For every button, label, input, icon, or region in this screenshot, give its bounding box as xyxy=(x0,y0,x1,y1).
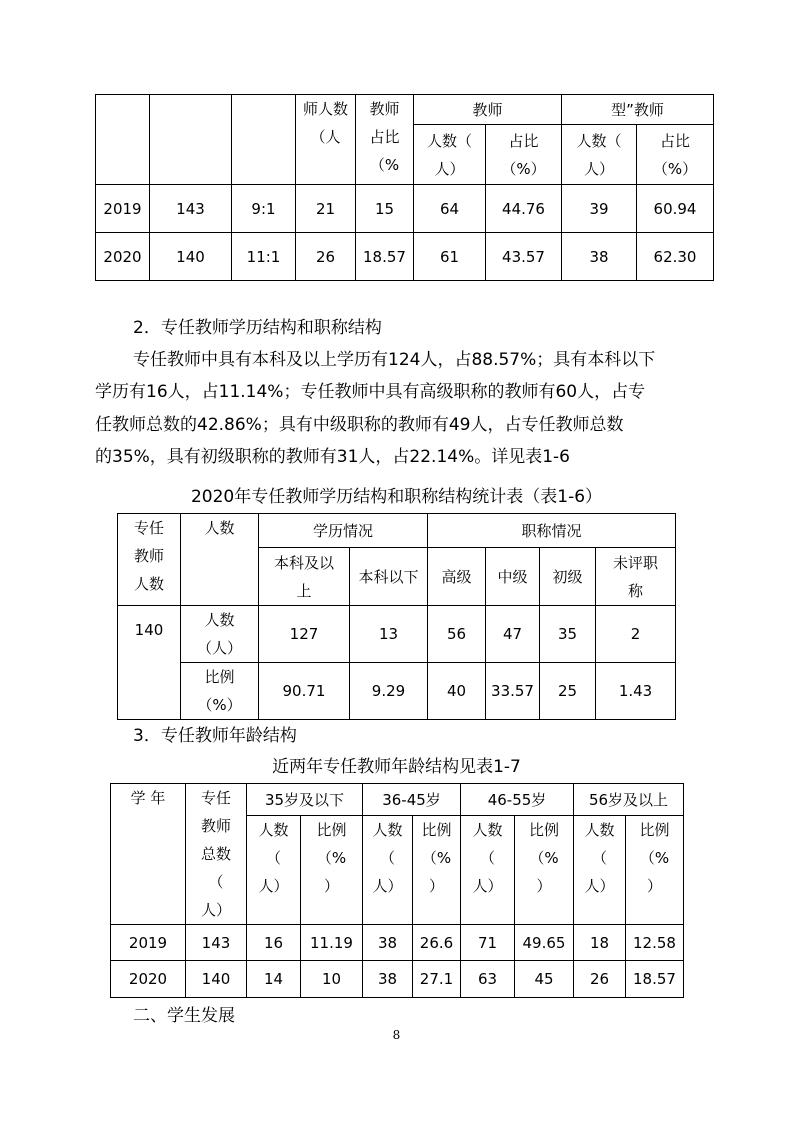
table-cell: 35 xyxy=(540,606,596,663)
header-cell: 人数 （ 人） xyxy=(574,816,626,925)
table-cell: 38 xyxy=(363,961,413,998)
education-title-table xyxy=(117,513,676,720)
header-cell: 56岁及以上 xyxy=(574,784,684,816)
table-cell: 47 xyxy=(486,606,540,663)
table-cell: 18 xyxy=(574,925,626,961)
table-cell: 49.65 xyxy=(515,925,574,961)
header-cell: 专任 教师 人数 xyxy=(118,514,181,606)
table-cell: 18.57 xyxy=(356,233,414,281)
table-cell: 26 xyxy=(296,233,356,281)
table-cell: 127 xyxy=(259,606,350,663)
table-cell: 12.58 xyxy=(626,925,684,961)
section-heading: 2．专任教师学历结构和职称结构 xyxy=(133,318,382,338)
paragraph-line: 的35%，具有初级职称的教师有31人，占22.14%。详见表1-6 xyxy=(95,447,571,467)
table-cell: 64 xyxy=(414,185,486,233)
section-heading: 二、学生发展 xyxy=(133,1006,235,1026)
table-cell: 60.94 xyxy=(637,185,714,233)
section-heading: 3．专任教师年龄结构 xyxy=(133,726,297,746)
table-cell: 27.1 xyxy=(413,961,461,998)
table-cell: 143 xyxy=(186,925,247,961)
header-cell: 人数（ 人） xyxy=(414,125,486,185)
paragraph-line: 专任教师中具有本科及以上学历有124人，占88.57%；具有本科以下 xyxy=(133,350,656,370)
table-row xyxy=(118,606,676,663)
header-cell: 人数 xyxy=(181,514,259,606)
header-cell: 中级 xyxy=(486,548,540,606)
header-cell: 教师 xyxy=(414,95,562,125)
table-cell: 比例 （%） xyxy=(181,663,259,720)
header-cell xyxy=(232,95,296,185)
table-cell: 45 xyxy=(515,961,574,998)
table-cell: 26.6 xyxy=(413,925,461,961)
header-cell: 教师 占比 （% xyxy=(356,95,414,185)
header-cell: 比例 （% ） xyxy=(413,816,461,925)
table-cell: 38 xyxy=(562,233,637,281)
table-cell: 2019 xyxy=(111,925,186,961)
table-cell: 26 xyxy=(574,961,626,998)
header-cell xyxy=(150,95,232,185)
header-cell: 人数 （ 人） xyxy=(247,816,301,925)
table-cell: 9:1 xyxy=(232,185,296,233)
table-cell: 71 xyxy=(461,925,515,961)
header-cell: 46-55岁 xyxy=(461,784,574,816)
table-cell: 2020 xyxy=(96,233,150,281)
table-cell: 143 xyxy=(150,185,232,233)
table-cell: 2020 xyxy=(111,961,186,998)
header-cell: 比例 （% ） xyxy=(515,816,574,925)
header-cell: 型”教师 xyxy=(562,95,714,125)
table-cell: 62.30 xyxy=(637,233,714,281)
table-cell: 18.57 xyxy=(626,961,684,998)
header-cell: 人数（ 人） xyxy=(562,125,637,185)
paragraph-line: 学历有16人，占11.14%；专任教师中具有高级职称的教师有60人，占专 xyxy=(95,382,646,402)
table-cell: 2019 xyxy=(96,185,150,233)
table-row xyxy=(96,185,714,233)
table-cell: 21 xyxy=(296,185,356,233)
table-row xyxy=(96,233,714,281)
header-cell: 比例 （% ） xyxy=(301,816,363,925)
header-cell: 未评职 称 xyxy=(596,548,676,606)
table-row xyxy=(118,663,676,720)
table-cell: 90.71 xyxy=(259,663,350,720)
table-cell: 61 xyxy=(414,233,486,281)
table-cell: 11.19 xyxy=(301,925,363,961)
table-cell: 16 xyxy=(247,925,301,961)
header-cell xyxy=(96,95,150,185)
table-cell: 33.57 xyxy=(486,663,540,720)
table-row xyxy=(111,961,684,998)
header-cell: 学 年 xyxy=(111,784,186,925)
header-cell: 占比 （%） xyxy=(637,125,714,185)
table-cell: 9.29 xyxy=(350,663,428,720)
header-cell: 比例 （% ） xyxy=(626,816,684,925)
table-row xyxy=(111,925,684,961)
header-cell: 人数 （ 人） xyxy=(461,816,515,925)
header-cell: 人数 （ 人） xyxy=(363,816,413,925)
table-cell: 1.43 xyxy=(596,663,676,720)
table-cell: 10 xyxy=(301,961,363,998)
header-cell: 36-45岁 xyxy=(363,784,461,816)
table-caption: 近两年专任教师年龄结构见表1-7 xyxy=(272,757,521,777)
table-cell: 11:1 xyxy=(232,233,296,281)
header-cell: 学历情况 xyxy=(259,514,428,548)
age-structure-table xyxy=(110,783,684,998)
header-cell: 专任 教师 总数 （ 人） xyxy=(186,784,247,925)
header-cell: 占比 （%） xyxy=(486,125,562,185)
table-cell: 38 xyxy=(363,925,413,961)
table-cell: 40 xyxy=(428,663,486,720)
table-cell: 63 xyxy=(461,961,515,998)
table-cell: 13 xyxy=(350,606,428,663)
teacher-structure-table xyxy=(95,94,714,281)
header-cell: 高级 xyxy=(428,548,486,606)
header-cell: 本科及以 上 xyxy=(259,548,350,606)
paragraph-line: 任教师总数的42.86%；具有中级职称的教师有49人，占专任教师总数 xyxy=(95,415,624,435)
header-cell: 职称情况 xyxy=(428,514,676,548)
table-cell: 140 xyxy=(150,233,232,281)
header-cell: 初级 xyxy=(540,548,596,606)
header-cell: 本科以下 xyxy=(350,548,428,606)
table-cell: 140 xyxy=(186,961,247,998)
table-caption: 2020年专任教师学历结构和职称结构统计表（表1-6） xyxy=(190,487,603,507)
header-cell: 35岁及以下 xyxy=(247,784,363,816)
table-cell: 140 xyxy=(118,606,181,720)
table-cell: 人数 （人） xyxy=(181,606,259,663)
table-cell: 39 xyxy=(562,185,637,233)
table-cell: 25 xyxy=(540,663,596,720)
page-number: 8 xyxy=(392,1028,401,1042)
header-cell: 师人数 （人 xyxy=(296,95,356,185)
table-cell: 15 xyxy=(356,185,414,233)
table-cell: 43.57 xyxy=(486,233,562,281)
table-cell: 2 xyxy=(596,606,676,663)
table-cell: 14 xyxy=(247,961,301,998)
table-cell: 56 xyxy=(428,606,486,663)
table-cell: 44.76 xyxy=(486,185,562,233)
